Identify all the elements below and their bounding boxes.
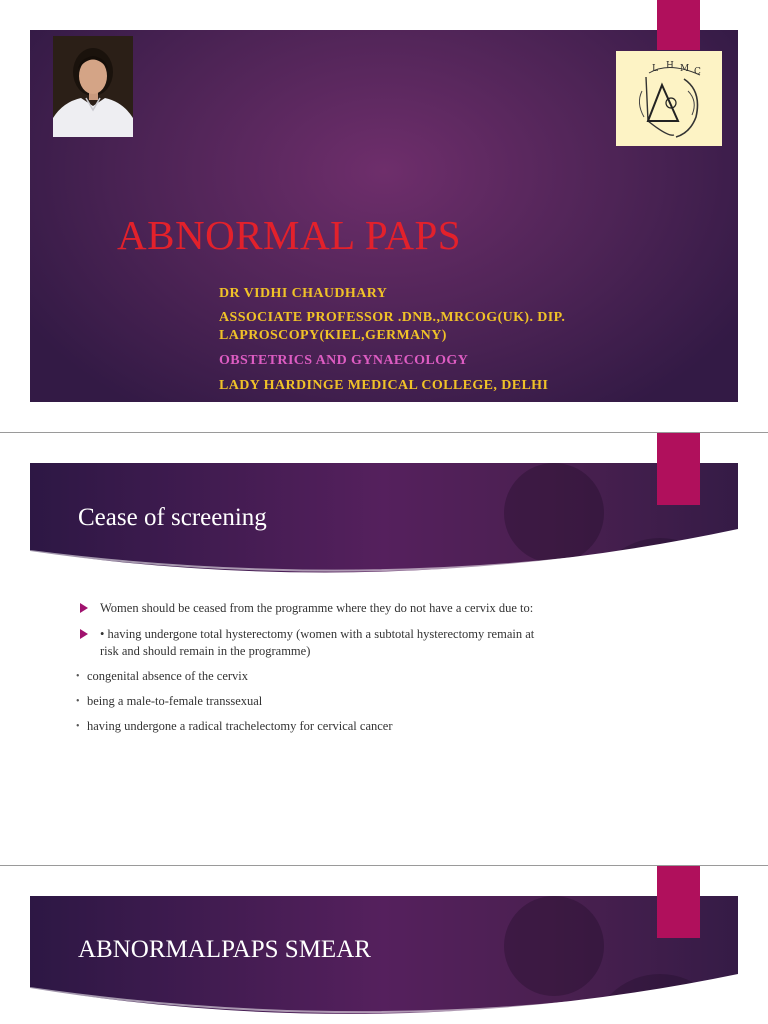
list-item: • having undergone total hysterectomy (women with a subtotal hysterectomy remain at risk and should remain in the programme) — [80, 626, 620, 660]
bullet-arrow-icon — [80, 629, 88, 639]
bullet-dot-icon: • — [76, 696, 80, 707]
bullet-dot-icon: • — [76, 721, 80, 732]
slide-abnormal-paps-smear — [0, 866, 768, 1024]
presentation-title: ABNORMAL PAPS — [117, 212, 462, 258]
accent-tab — [657, 433, 700, 505]
header-banner — [30, 896, 738, 1024]
svg-text:H: H — [666, 61, 674, 71]
list-item: • being a male-to-female transsexual — [76, 694, 263, 708]
slide-cease-of-screening — [0, 433, 768, 865]
position-line-1: ASSOCIATE PROFESSOR .DNB.,MRCOG(UK). DIP. — [219, 310, 566, 325]
svg-text:L: L — [652, 64, 658, 74]
list-item: Women should be ceased from the programme where they do not have a cervix due to: — [80, 600, 620, 617]
position-line-2: LAPROSCOPY(KIEL,GERMANY) — [219, 328, 447, 343]
author-name: DR VIDHI CHAUDHARY — [219, 286, 388, 301]
bullet-dot-icon: • — [76, 671, 80, 682]
list-item: • having undergone a radical trachelectomy for cervical cancer — [76, 719, 393, 733]
presenter-photo — [53, 36, 133, 137]
accent-tab — [657, 866, 700, 938]
slide-heading: ABNORMALPAPS SMEAR — [78, 936, 371, 963]
lhmc-logo — [616, 51, 722, 146]
slide-title — [0, 0, 768, 432]
list-item: • congenital absence of the cervix — [76, 669, 249, 683]
slide-heading: Cease of screening — [78, 504, 267, 531]
bullet-arrow-icon — [80, 603, 88, 613]
svg-text:M: M — [680, 64, 690, 74]
header-banner — [30, 463, 738, 578]
accent-tab — [657, 0, 700, 50]
college: LADY HARDINGE MEDICAL COLLEGE, DELHI — [219, 378, 549, 393]
department: OBSTETRICS AND GYNAECOLOGY — [219, 353, 469, 368]
svg-text:C: C — [694, 67, 701, 77]
